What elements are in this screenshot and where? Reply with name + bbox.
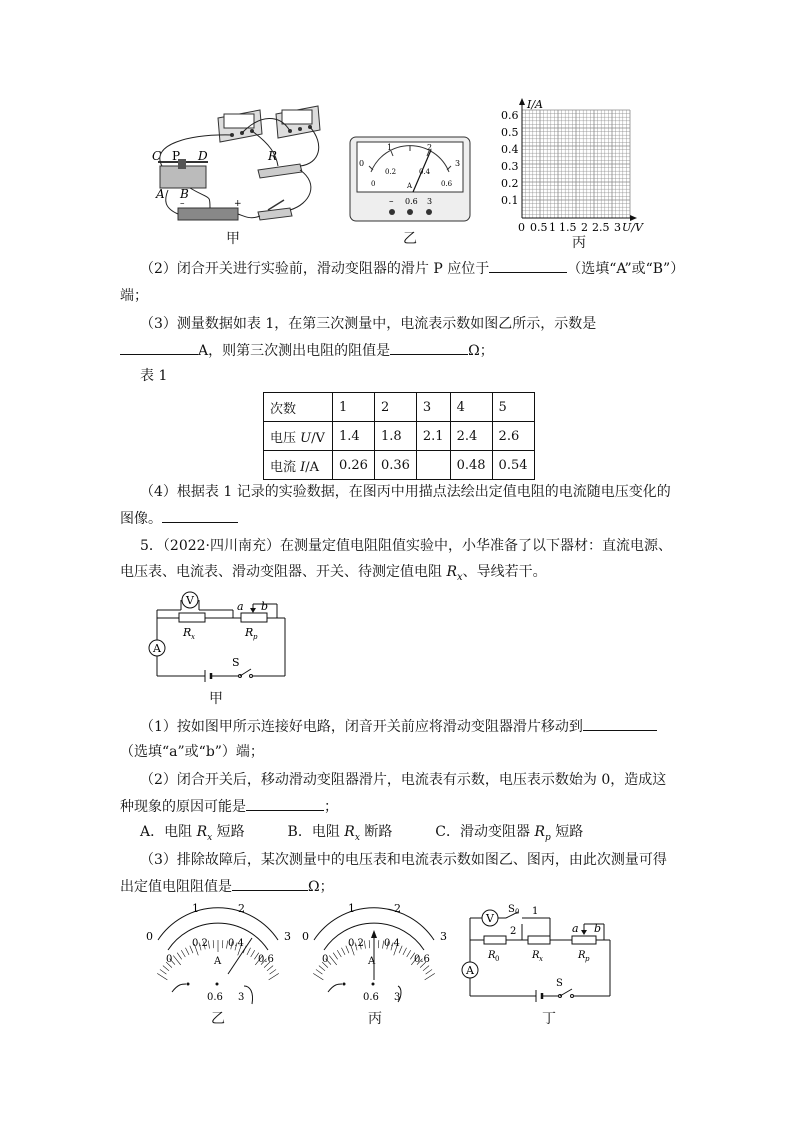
- svg-text:0: 0: [359, 159, 365, 168]
- svg-text:0: 0: [515, 908, 520, 916]
- table-cell: 2: [374, 393, 416, 422]
- svg-text:1.5: 1.5: [559, 221, 577, 234]
- svg-text:2: 2: [394, 902, 401, 915]
- answer-blank[interactable]: [390, 340, 468, 355]
- svg-text:0.6: 0.6: [441, 180, 453, 188]
- table-cell: 0.48: [450, 451, 492, 480]
- table-cell: 2.4: [450, 422, 492, 451]
- svg-text:3: 3: [284, 930, 291, 943]
- answer-blank[interactable]: [246, 796, 324, 811]
- svg-text:0.2: 0.2: [385, 168, 397, 176]
- caption-jia-q5: 甲: [209, 691, 223, 707]
- svg-text:I/A: I/A: [527, 98, 543, 111]
- svg-text:B: B: [180, 187, 189, 201]
- iu-graph-bing: [497, 98, 647, 238]
- table-cell: 4: [450, 393, 492, 422]
- caption-jia-top: 甲: [226, 231, 240, 247]
- ammeter-device: [218, 110, 262, 142]
- svg-text:3: 3: [440, 930, 447, 943]
- svg-text:S: S: [508, 904, 515, 915]
- table-cell: 2.6: [492, 422, 534, 451]
- svg-text:–: –: [389, 197, 394, 207]
- table-cell: 电压 U/V: [264, 422, 333, 451]
- svg-text:x: x: [539, 955, 543, 963]
- svg-text:S: S: [556, 978, 563, 989]
- svg-text:0: 0: [371, 180, 376, 188]
- svg-text:A: A: [368, 956, 376, 967]
- svg-text:0.4: 0.4: [384, 938, 400, 949]
- svg-text:3: 3: [614, 221, 621, 234]
- svg-text:+: +: [234, 199, 242, 209]
- svg-text:R: R: [245, 626, 254, 639]
- svg-text:V: V: [186, 594, 194, 607]
- svg-text:0.6: 0.6: [207, 992, 223, 1003]
- svg-text:3: 3: [394, 992, 401, 1003]
- q5-part3: （3）排除故障后，某次测量中的电压表和电流表示数如图乙、图丙，由此次测量可得: [140, 852, 667, 868]
- svg-text:x: x: [191, 633, 195, 641]
- answer-blank[interactable]: [162, 508, 238, 523]
- svg-text:3: 3: [238, 992, 245, 1003]
- table-cell: 5: [492, 393, 534, 422]
- svg-text:2: 2: [510, 926, 517, 937]
- option-b[interactable]: B．电阻 $R_x$ 断路: [287, 824, 393, 843]
- svg-text:R: R: [183, 626, 192, 639]
- svg-text:0: 0: [518, 221, 525, 234]
- table-cell: 1.4: [333, 422, 375, 451]
- q5-part1: （1）按如图甲所示连接好电路，闭音开关前应将滑动变阻器滑片移动到: [140, 716, 657, 737]
- svg-text:a: a: [237, 600, 244, 613]
- svg-text:0.2: 0.2: [501, 177, 519, 190]
- svg-text:0.4: 0.4: [419, 168, 431, 176]
- table-row: [264, 422, 535, 451]
- svg-text:p: p: [585, 955, 590, 963]
- svg-text:3: 3: [427, 197, 433, 206]
- q4-part3-b: A，则第三次测出电阻的阻值是 Ω；: [120, 340, 494, 361]
- meter-figure-yi: [142, 900, 294, 1010]
- q4-part4-b: 图像。: [120, 508, 238, 529]
- q5-intro: 5．（2022·四川南充）在测量定值电阻阻值实验中，小华准备了以下器材：直流电源、: [140, 538, 672, 554]
- svg-text:0: 0: [302, 930, 309, 943]
- table-cell: 次数: [264, 393, 333, 422]
- svg-text:R: R: [578, 950, 586, 961]
- svg-text:R: R: [488, 950, 496, 961]
- table-cell: 0.36: [374, 451, 416, 480]
- q5-part2-b: 种现象的原因可能是 ；: [120, 796, 338, 817]
- switch: [258, 200, 292, 220]
- table-row: [264, 393, 535, 422]
- circuit-figure-ding: [460, 904, 620, 1004]
- svg-text:2: 2: [581, 221, 588, 234]
- svg-text:1: 1: [532, 906, 539, 917]
- rheostat-rp: [241, 613, 267, 622]
- svg-text:C: C: [152, 149, 162, 163]
- svg-text:0: 0: [166, 954, 173, 965]
- svg-text:0.4: 0.4: [228, 938, 244, 949]
- svg-text:0.6: 0.6: [258, 954, 274, 965]
- table-cell: 1: [333, 393, 375, 422]
- data-table: [263, 392, 535, 480]
- q4-part2: （2）闭合开关进行实验前，滑动变阻器的滑片 P 应位于 （选填“A”或“B”）: [140, 258, 684, 279]
- option-a[interactable]: A．电阻 $R_x$ 短路: [140, 824, 245, 843]
- q5-intro-b: 电压表、电流表、滑动变阻器、开关、待测定值电阻 $R_x$、导线若干。: [120, 564, 547, 583]
- svg-text:0: 0: [322, 954, 329, 965]
- svg-text:D: D: [198, 149, 208, 163]
- resistor-rx: [179, 613, 205, 622]
- table-cell: 3: [416, 393, 450, 422]
- apparatus-figure-jia: [150, 104, 330, 229]
- table-cell: 2.1: [416, 422, 450, 451]
- svg-text:0.5: 0.5: [530, 221, 548, 234]
- circuit-figure-jia: [145, 588, 295, 686]
- svg-text:V: V: [486, 912, 494, 925]
- svg-text:A: A: [156, 187, 165, 201]
- svg-text:1: 1: [387, 143, 393, 152]
- q4-part4: （4）根据表 1 记录的实验数据，在图丙中用描点法绘出定值电阻的电流随电压变化的: [140, 484, 671, 500]
- q5-part1-b: （选填“a”或“b”）端；: [120, 744, 264, 760]
- caption-bing-q5: 丙: [368, 1011, 382, 1027]
- svg-text:0.5: 0.5: [501, 126, 519, 139]
- svg-text:0.2: 0.2: [348, 938, 364, 949]
- ammeter-figure-yi: [349, 136, 471, 222]
- svg-text:0.6: 0.6: [501, 109, 519, 122]
- table-cell: 电流 I/A: [264, 451, 333, 480]
- svg-text:0: 0: [146, 930, 153, 943]
- table-cell: 0.26: [333, 451, 375, 480]
- svg-text:R: R: [532, 950, 540, 961]
- svg-text:a: a: [572, 922, 579, 935]
- svg-text:1: 1: [192, 902, 199, 915]
- svg-text:U/V: U/V: [622, 221, 643, 234]
- svg-text:p: p: [253, 633, 258, 641]
- table-cell[interactable]: [416, 451, 450, 480]
- svg-text:b: b: [594, 922, 602, 935]
- q5-part2: （2）闭合开关后，移动滑动变阻器滑片，电流表有示数，电压表示数始为 0，造成这: [140, 772, 667, 788]
- table-row: [264, 451, 535, 480]
- answer-blank[interactable]: [120, 340, 198, 355]
- svg-text:2: 2: [427, 143, 433, 152]
- svg-text:0: 0: [495, 955, 500, 963]
- svg-text:0.6: 0.6: [414, 954, 430, 965]
- svg-text:A: A: [407, 182, 413, 190]
- svg-text:–: –: [180, 199, 185, 209]
- table-title: 表 1: [140, 368, 168, 384]
- option-c[interactable]: C．滑动变阻器 $R_p$ 短路: [435, 824, 584, 843]
- svg-text:0.3: 0.3: [501, 160, 519, 173]
- q4-part3: （3）测量数据如表 1，在第三次测量中，电流表示数如图乙所示，示数是: [140, 316, 597, 332]
- answer-blank[interactable]: [232, 876, 308, 891]
- svg-text:0.2: 0.2: [192, 938, 208, 949]
- meter-figure-bing: [298, 900, 450, 1010]
- table-cell: 1.8: [374, 422, 416, 451]
- caption-bing-top: 丙: [572, 235, 586, 251]
- svg-text:0.6: 0.6: [363, 992, 379, 1003]
- q4-part2-end: 端；: [120, 288, 148, 304]
- svg-text:2.5: 2.5: [592, 221, 610, 234]
- svg-text:1: 1: [549, 221, 556, 234]
- caption-ding-q5: 丁: [542, 1011, 556, 1027]
- svg-text:A: A: [153, 642, 161, 655]
- svg-text:0.4: 0.4: [501, 143, 519, 156]
- caption-yi-q5: 乙: [211, 1011, 225, 1027]
- q5-options: [140, 822, 583, 848]
- svg-text:3: 3: [455, 159, 461, 168]
- svg-text:S: S: [232, 656, 240, 669]
- answer-blank[interactable]: [583, 716, 657, 731]
- svg-text:P: P: [172, 149, 181, 163]
- svg-text:2: 2: [238, 902, 245, 915]
- answer-blank[interactable]: [489, 258, 567, 273]
- svg-text:1: 1: [348, 902, 355, 915]
- caption-yi-top: 乙: [403, 231, 417, 247]
- svg-text:A: A: [466, 964, 474, 977]
- resistor-r: [258, 149, 302, 178]
- svg-text:0.1: 0.1: [501, 194, 519, 207]
- svg-text:A: A: [214, 956, 222, 967]
- table-cell: 0.54: [492, 451, 534, 480]
- svg-text:0.6: 0.6: [405, 197, 418, 206]
- q5-part3-b: 出定值电阻阻值是 Ω；: [120, 876, 334, 897]
- svg-text:b: b: [261, 600, 269, 613]
- svg-text:R: R: [268, 149, 278, 163]
